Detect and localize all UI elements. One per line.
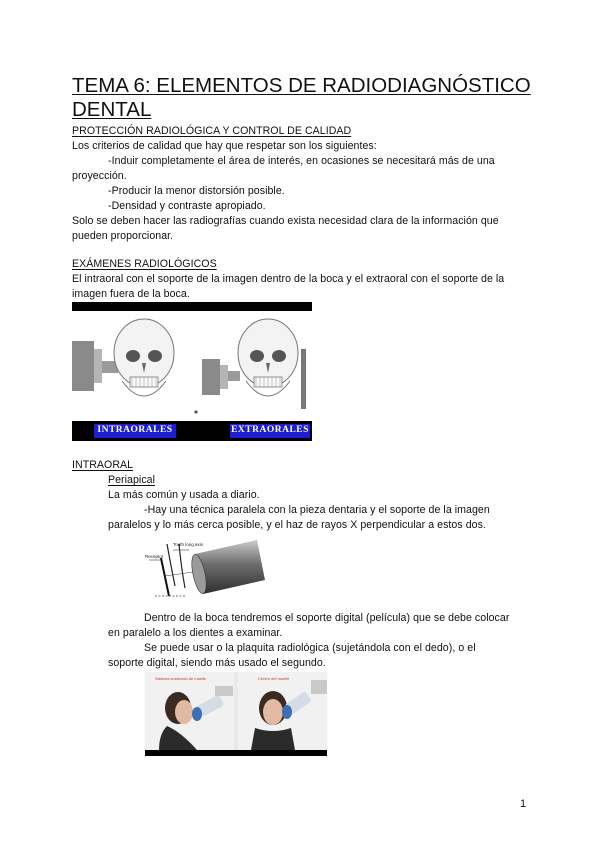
list-item-incluir: -Induir completamente el área de interés, en ocasiones se necesitará más de una [108, 155, 495, 167]
paragraph-tecnica-line2: paralelos y lo más cerca posible, y el haz de rayos X perpendicular a estos dos. [108, 519, 486, 531]
paragraph-digital-line1: Dentro de la boca tendremos el soporte digital (película) que se debe colocar [144, 612, 510, 624]
list-item-densidad: -Densidad y contraste apropiado. [108, 200, 266, 212]
paragraph-digital-line2: en paralelo a los dientes a examinar. [108, 627, 283, 639]
document-title-line1: TEMA 6: ELEMENTOS DE RADIODIAGNÓSTICO [72, 74, 531, 97]
patient-photos-illustration [145, 672, 327, 750]
paragraph-solo-line1: Solo se deben hacer las radiografías cuando exista necesidad clara de la información que [72, 215, 499, 227]
paragraph-comun: La más común y usada a diario. [108, 489, 260, 501]
figure-patient-photos [145, 672, 327, 756]
skull-left-icon [114, 319, 174, 396]
page-number: 1 [520, 798, 527, 810]
list-item-distorsion: -Producir la menor distorsión posible. [108, 185, 285, 197]
paragraph-examenes-line2: imagen fuera de la boca. [72, 288, 190, 300]
photo-caption-right: Centro del muelle [258, 676, 290, 681]
paragraph-plaquita-line1: Se puede usar o la plaquita radiológica (sujetándola con el dedo), o el [144, 642, 476, 654]
skull-right-icon [238, 319, 298, 396]
paragraph-solo-line2: pueden proporcionar. [72, 230, 174, 242]
figure-top-bar [72, 302, 312, 311]
label-extraorales: EXTRAORALES [230, 424, 310, 438]
xray-tube-left-icon [72, 341, 94, 391]
label-tooth-axis: Tooth long axis [173, 542, 204, 547]
label-receptor: Receptor [145, 554, 164, 559]
figure-intraoral-extraoral [72, 302, 312, 441]
section-heading-intraoral: INTRAORAL [72, 459, 134, 471]
xray-tube-right-icon [202, 359, 220, 395]
list-item-incluir-cont: proyección. [72, 170, 127, 182]
photo-caption-left: Sistema sostenido de muelle [155, 676, 207, 681]
film-plate-icon [301, 349, 306, 409]
paragraph-examenes-line1: El intraoral con el soporte de la imagen dentro de la boca y el extraoral con el soporte de la [72, 273, 505, 285]
figure-paralleling-diagram [145, 536, 265, 606]
document-title-line2: DENTAL [72, 98, 152, 121]
skulls-illustration [72, 311, 312, 421]
paralleling-illustration [145, 536, 265, 606]
paragraph-criterios: Los criterios de calidad que hay que respetar son los siguientes: [72, 140, 377, 152]
section-heading-proteccion: PROTECCIÓN RADIOLÓGICA Y CONTROL DE CALIDAD [72, 125, 352, 137]
label-intraorales: INTRAORALES [94, 424, 176, 438]
paragraph-tecnica-line1: -Hay una técnica paralela con la pieza dentaria y el soporte de la imagen [144, 504, 490, 516]
subheading-periapical: Periapical [108, 474, 156, 486]
section-heading-examenes: EXÁMENES RADIOLÓGICOS [72, 258, 217, 270]
paragraph-plaquita-line2: soporte digital, siendo más usado el segundo. [108, 657, 326, 669]
